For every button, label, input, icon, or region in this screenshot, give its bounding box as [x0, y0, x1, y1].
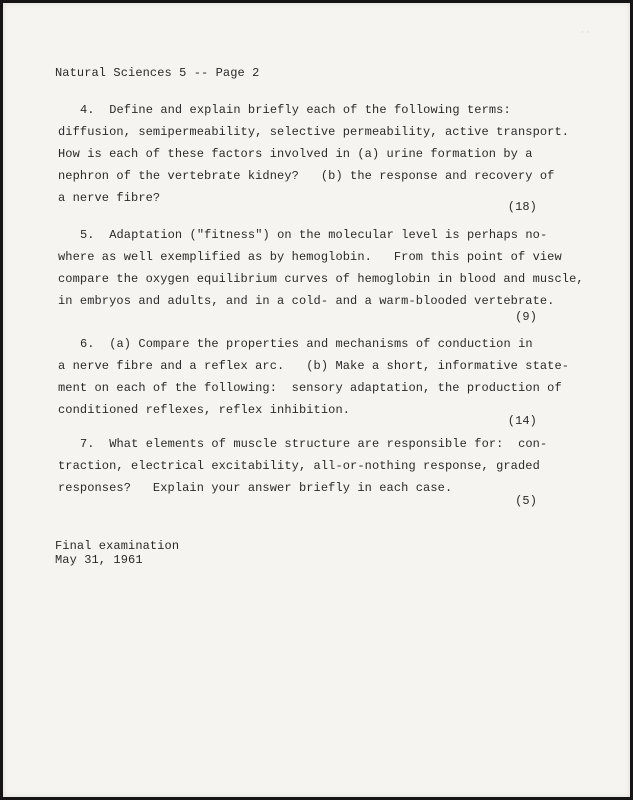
question-line: nephron of the vertebrate kidney? (b) the response and recovery of: [58, 169, 555, 183]
question-line: in embryos and adults, and in a cold- and a warm-blooded vertebrate.: [58, 294, 555, 308]
question-7: [58, 433, 558, 499]
question-line: diffusion, semipermeability, selective permeability, active transport.: [58, 125, 570, 139]
question-line: responses? Explain your answer briefly in each case.: [58, 481, 453, 495]
question-line: where as well exemplified as by hemoglobin. From this point of view: [58, 250, 562, 264]
marks-question-6: (14): [507, 414, 537, 428]
exam-footer: [55, 539, 179, 567]
marks-question-4: (18): [507, 200, 537, 214]
footer-date: May 31, 1961: [55, 553, 143, 567]
marks-question-7: (5): [515, 494, 537, 508]
document-page: [3, 3, 630, 797]
marks-question-5: (9): [515, 310, 537, 324]
question-4: [58, 99, 570, 209]
question-line: conditioned reflexes, reflex inhibition.: [58, 403, 351, 417]
question-line: compare the oxygen equilibrium curves of hemoglobin in blood and muscle,: [58, 272, 584, 286]
question-line: 4. Define and explain briefly each of the following terms:: [80, 103, 511, 117]
question-line: traction, electrical excitability, all-or-nothing response, graded: [58, 459, 540, 473]
corner-mark: · ·: [581, 28, 590, 38]
page-header: Natural Sciences 5 -- Page 2: [55, 66, 260, 80]
question-line: 6. (a) Compare the properties and mechanisms of conduction in: [80, 337, 533, 351]
question-6: [58, 333, 570, 421]
question-line: a nerve fibre?: [58, 191, 161, 205]
question-5: [58, 224, 584, 312]
question-line: ment on each of the following: sensory adaptation, the production of: [58, 381, 562, 395]
question-line: 5. Adaptation ("fitness") on the molecular level is perhaps no-: [80, 228, 548, 242]
footer-exam-type: Final examination: [55, 539, 180, 553]
question-line: a nerve fibre and a reflex arc. (b) Make a short, informative state-: [58, 359, 570, 373]
question-line: 7. What elements of muscle structure are responsible for: con-: [80, 437, 548, 451]
question-line: How is each of these factors involved in (a) urine formation by a: [58, 147, 533, 161]
